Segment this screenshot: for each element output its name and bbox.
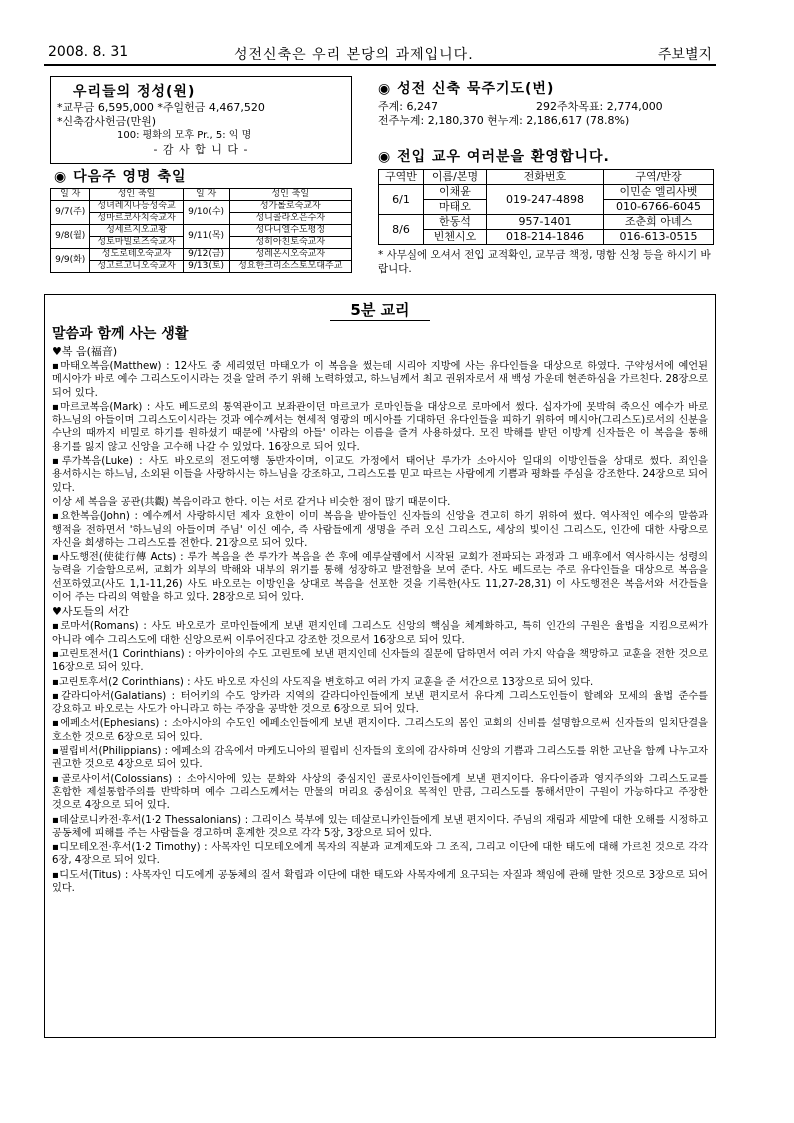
welcome-leader: 이민순 엘리사벳 — [604, 185, 714, 200]
feast-saint: 성세르지오교황 — [90, 225, 183, 237]
feast-table — [50, 188, 352, 273]
doctrine-box — [44, 294, 716, 1038]
doctrine-paragraph: ▪고린토후서(2 Corinthians) : 사도 바오로 자신의 사도직을 변호하고 여러 가지 교훈을 준 서간으로 13장으로 되어 있다. — [52, 676, 594, 688]
doctrine-paragraph: ▪갈라디아서(Galatians) : 터어키의 수도 앙카라 지역의 갈라디아인들에게 보낸 편지로서 유다계 그리스도인들이 할례와 모세의 율법 준수를 강요하고 바오로는 사도가 아니라고 하는 주장을 공박한 것으로 6장으로 되어 있다. — [52, 690, 708, 716]
feast-date: 9/12(금) — [183, 249, 229, 261]
feast-saint: 성마르코사치숙교자 — [90, 213, 183, 225]
welcome-area: 8/6 — [379, 215, 424, 245]
rosary-section — [378, 78, 714, 128]
offering-donors: 100: 평화의 모후 Pr., 5: 익 명 — [117, 130, 252, 141]
doctrine-subtitle: 말씀과 함께 사는 생활 — [52, 326, 189, 342]
table-row — [51, 261, 352, 273]
feast-saint: 성고르고니오숙교자 — [90, 261, 183, 273]
doctrine-paragraph: ▪요한복음(John) : 예수께서 사랑하시던 제자 요한이 이미 복음을 받아들인 신자들의 신앙을 견고히 하기 위하여 썼다. 역사적인 예수의 말씀과 행적을 전하면서 '하느님의 아들이며 주님' 이신 예수, 즉 사람들에게 생명을 주러 오신 그리스도, 세상의 빛이신 그리스도, 인간에 대한 사랑으로 자신을 희생하는 그리스도를 전한다. 21장으로 되어 있다. — [52, 511, 708, 549]
table-row — [379, 215, 714, 230]
section-title: ♥복 음(福音) — [52, 345, 118, 358]
welcome-phone: 018-214-1846 — [487, 230, 604, 245]
doctrine-paragraph: ▪마르코복음(Mark) : 사도 베드로의 통역관이고 보좌관이던 마르코가 로마인들을 대상으로 로마에서 썼다. 십자가에 못박혀 죽으신 예수가 바로 하느님의 아들이며 그리스도이시라는 것과 예수께서는 현세적 영광의 메시아를 기대하던 유다인들을 피하기 위하여 메시아(그리스도)로서의 신분을 수난의 때까지 비밀로 하기를 원하셨기 때문에 '사람의 아들' 이라는 이름을 즐겨 사용하셨다. 모진 박해를 받던 이방계 신자들은 이 복음을 통해 용기를 잃지 않고 신앙을 고수해 나갈 수 있었다. 16장으로 되어 있다. — [52, 401, 708, 453]
doctrine-paragraph: ▪디도서(Titus) : 사목자인 디도에게 공동체의 질서 확립과 이단에 대한 태도와 사목자에게 요구되는 자질과 책임에 관해 말한 것으로 3장으로 되어 있다. — [52, 869, 708, 894]
feast-saint: 성니콜라오은수자 — [229, 213, 352, 225]
feast-header: 일 자 — [51, 189, 90, 201]
bulletin-slogan: 성전신축은 우리 본당의 과제입니다. — [234, 47, 474, 63]
welcome-section — [378, 146, 714, 276]
feast-saint: 성토마빌로즈숙교자 — [90, 237, 183, 249]
feast-date: 9/11(목) — [183, 225, 229, 249]
offering-amounts: *교무금 6,595,000 *주일헌금 4,467,520 — [57, 101, 265, 114]
rosary-cumulative: 전주누계: 2,180,370 현누계: 2,186,617 (78.8%) — [378, 114, 630, 127]
doctrine-paragraph: ▪마태오복음(Matthew) : 12사도 중 세리였던 마태오가 이 복음을 썼는데 시리아 지방에 사는 유다인들을 대상으로 하였다. 구약성서에 예언된 메시아가 바로 예수 그리스도이시라는 것을 알려 주기 위해 노력하였고, 하느님께서 최고 권위자로서 새 백성 가운데 현존하심을 가르친다. 28장으로 되어 있다. — [52, 361, 708, 399]
doctrine-paragraph: ▪고린토전서(1 Corinthians) : 아카이아의 수도 고린토에 보낸 편지인데 신자들의 질문에 답하면서 여러 가지 악습을 책망하고 교훈을 전한 것으로 16장으로 되어 있다. — [52, 648, 708, 674]
feast-date: 9/10(수) — [183, 201, 229, 225]
welcome-phone: 957-1401 — [487, 215, 604, 230]
welcome-name: 한동석 — [424, 215, 487, 230]
bulletin-date: 2008. 8. 31 — [48, 44, 129, 60]
welcome-leader-phone: 010-6766-6045 — [604, 200, 714, 215]
table-row — [51, 201, 352, 213]
feast-saint: 성레온시오숙교자 — [229, 249, 352, 261]
feast-saint: 성녀레지나등성숙교 — [90, 201, 183, 213]
feast-date: 9/7(주) — [51, 201, 90, 225]
bulletin-supplement-label: 주보별지 — [657, 47, 712, 63]
feast-date: 9/9(화) — [51, 249, 90, 273]
rosary-weekly — [378, 100, 714, 114]
welcome-table — [378, 169, 714, 245]
welcome-header: 전화번호 — [487, 170, 604, 185]
doctrine-heading: 5분 교리 — [330, 299, 430, 321]
feast-header: 일 자 — [183, 189, 229, 201]
table-row — [51, 249, 352, 261]
feast-saint: 성도로테오숙교자 — [90, 249, 183, 261]
section-title: ♥사도들의 서간 — [52, 605, 130, 619]
welcome-name: 이채윤 — [424, 185, 487, 200]
doctrine-paragraph: 이상 세 복음을 공관(共觀) 복음이라고 한다. 이는 서로 같거나 비슷한 점이 많기 때문이다. — [52, 496, 451, 508]
feast-title: ◉ 다음주 영명 축일 — [54, 169, 187, 185]
feast-saint: 성다니엘수도평정 — [229, 225, 352, 237]
doctrine-paragraph: ▪로마서(Romans) : 사도 바오로가 로마인들에게 보낸 편지인데 그리스도 신앙의 핵심을 체계화하고, 특히 인간의 구원은 율법을 지킴으로써가 아니라 예수 그리스도에 대한 신앙으로써 이루어진다고 강조한 것으로서 16장으로 되어 있다. — [52, 621, 708, 646]
feast-saint: 성히아친토숙교자 — [229, 237, 352, 249]
welcome-baptismal-name: 마태오 — [424, 200, 487, 215]
offering-box — [50, 76, 352, 164]
welcome-note: * 사무실에 오셔서 전입 교적확인, 교무금 책정, 명함 신청 등을 하시기 바랍니다. — [378, 249, 711, 275]
doctrine-paragraph: ▪루가복음(Luke) : 사도 바오로의 전도여행 동반자이며, 이교도 가정에서 태어난 루가가 소아시아 일대의 이방인들을 상대로 썼다. 죄인을 용서하시는 하느님, 소외된 이들을 사랑하시는 하느님을 강조하고, 그리스도를 믿고 따르는 사람에게 기쁨과 평화를 주심을 강조한다. 24장으로 되어 있다. — [52, 456, 708, 494]
feast-header: 성인 축일 — [90, 189, 183, 201]
welcome-header: 구역/반장 — [604, 170, 714, 185]
feast-saint: 성요한크리소스토모대주교 — [229, 261, 352, 273]
rosary-goal: 292주차목표: 2,774,000 — [536, 100, 663, 113]
welcome-leader: 조춘희 아녜스 — [604, 215, 714, 230]
offering-title: 우리들의 정성(원) — [73, 84, 196, 100]
feast-saint: 성가롤로숙교자 — [229, 201, 352, 213]
doctrine-paragraph: ▪데살로니카전·후서(1·2 Thessalonians) : 그리이스 북부에 있는 데살로니카인들에게 보낸 편지이다. 주님의 재림과 세말에 대한 오해를 시정하고 공동체에 피해를 주는 사람들을 경고하며 훈계한 것으로 각각 5장, 3장으로 되어 있다. — [52, 814, 708, 839]
welcome-header: 구역반 — [379, 170, 424, 185]
welcome-area: 6/1 — [379, 185, 424, 215]
welcome-header: 이름/본명 — [424, 170, 487, 185]
table-row — [379, 185, 714, 200]
table-row — [51, 225, 352, 237]
welcome-leader-phone: 016-613-0515 — [604, 230, 714, 245]
welcome-baptismal-name: 빈첸시오 — [424, 230, 487, 245]
offering-thanks: - 감 사 합 니 다 - — [153, 143, 249, 156]
rosary-title: ◉ 성전 신축 묵주기도(번) — [378, 81, 555, 97]
offering-building-fund: *신축감사헌금(만원) — [57, 115, 157, 128]
doctrine-paragraph: ▪골로사이서(Colossians) : 소아시아에 있는 문화와 사상의 중심지인 골로사이인들에게 보낸 편지이다. 유다이즘과 영지주의와 그리스도교를 혼합한 제설통합주의를 반박하며 예수 그리스도께서는 만물의 머리요 중심이요 목적인 만큼, 그리스도를 통해서만이 구원이 가능하다고 주장한 것으로 4장으로 되어 있다. — [52, 773, 708, 812]
doctrine-paragraph: ▪디모테오전·후서(1·2 Timothy) : 사목자인 디모테오에게 목자의 직분과 교계제도와 그 조직, 그리고 이단에 대한 태도에 대해 가르친 것으로 각각 6장, 4장으로 되어 있다. — [52, 842, 708, 867]
feast-date: 9/13(토) — [183, 261, 229, 273]
page-header — [44, 42, 716, 66]
doctrine-paragraph: ▪에페소서(Ephesians) : 소아시아의 수도인 에페소인들에게 보낸 편지이다. 그리스도의 몸인 교회의 신비를 설명함으로써 신자들의 일치단결을 호소한 것으로 6장으로 되어 있다. — [52, 718, 708, 743]
welcome-phone: 019-247-4898 — [487, 185, 604, 215]
doctrine-paragraph: ▪사도행전(使徒行傳 Acts) : 루가 복음을 쓴 루가가 복음을 쓴 후에 예루살렘에서 시작된 교회가 전파되는 과정과 그 배후에서 역사하시는 성령의 능력을 기술함으로써, 교회가 외부의 박해와 내부의 위기를 통해 성장하고 발전함을 보여 준다. 사도 베드로는 주로 유다인들을 대상으로 복음을 선포하였고(사도 1,1-11,26) 사도 바오로는 이방인을 상대로 복음을 선포한 것을 기록한(사도 11,27-28,31) 이 사도행전은 복음서와 서간들을 이어 주는 다리의 역할을 하고 있다. 28장으로 되어 있다. — [52, 552, 708, 604]
table-row — [379, 230, 714, 245]
doctrine-paragraph: ▪필립비서(Philippians) : 에페소의 감옥에서 마케도니아의 필립비 신자들의 호의에 감사하며 신앙의 기쁨과 그리스도를 위한 고난을 함께 나누고자 권고한 것으로 4장으로 되어 있다. — [52, 746, 708, 771]
feast-date: 9/8(월) — [51, 225, 90, 249]
feast-section — [50, 166, 352, 273]
welcome-title: ◉ 전입 교우 여러분을 환영합니다. — [378, 149, 610, 165]
rosary-week-count: 주계: 6,247 — [378, 100, 438, 113]
feast-header: 성인 축일 — [229, 189, 352, 201]
